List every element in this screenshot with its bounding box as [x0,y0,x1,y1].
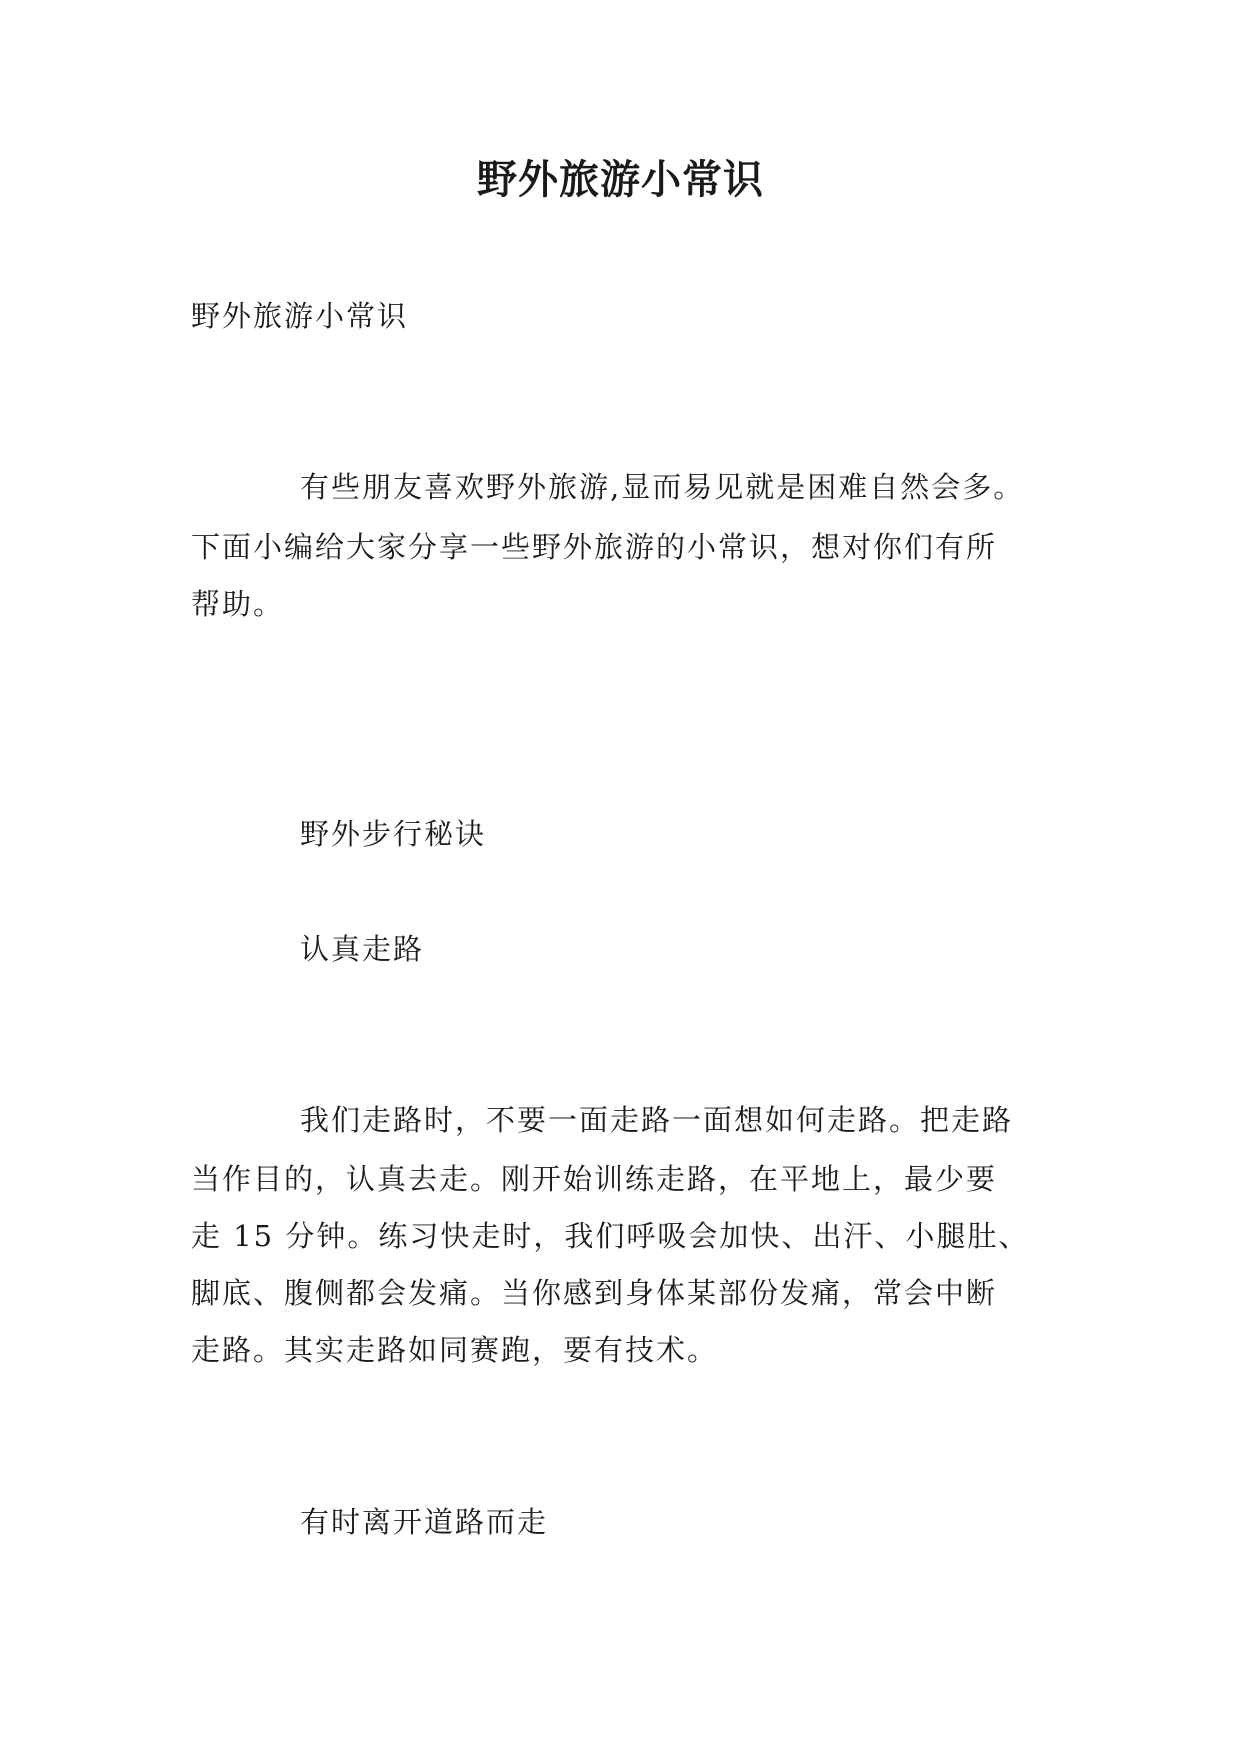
section-heading: 野外步行秘诀 [300,817,487,851]
document-title: 野外旅游小常识 [477,156,764,203]
document-subtitle: 野外旅游小常识 [191,299,409,333]
paragraph-line-2: 当作目的，认真去走。刚开始训练走路，在平地上，最少要 [191,1162,998,1196]
subheading-leave-road: 有时离开道路而走 [300,1505,549,1539]
intro-line-3: 帮助。 [191,587,285,621]
paragraph-line-4: 脚底、腹侧都会发痛。当你感到身体某部份发痛，常会中断 [191,1276,998,1310]
intro-line-1: 有些朋友喜欢野外旅游,显而易见就是困难自然会多。 [300,470,1025,504]
subheading-walk-carefully: 认真走路 [300,932,425,966]
paragraph-line-3: 走 15 分钟。练习快走时，我们呼吸会加快、出汗、小腿肚、 [191,1219,1030,1253]
paragraph-line-5: 走路。其实走路如同赛跑，要有技术。 [191,1333,719,1367]
intro-line-2: 下面小编给大家分享一些野外旅游的小常识，想对你们有所 [191,530,998,564]
paragraph-line-1: 我们走路时，不要一面走路一面想如何走路。把走路 [300,1103,1014,1137]
